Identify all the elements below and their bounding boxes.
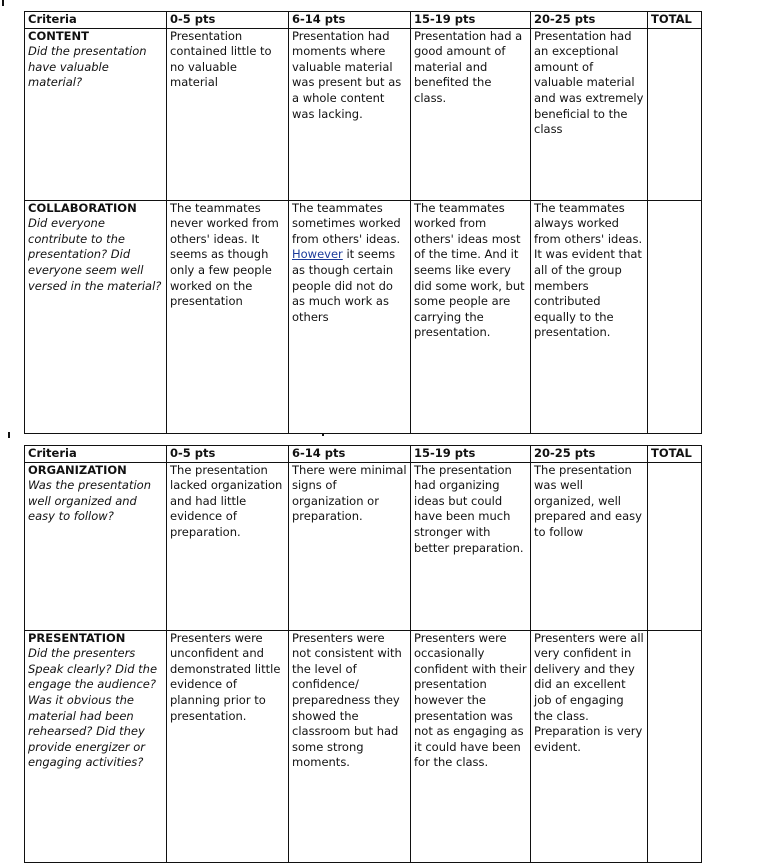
middle-dot — [322, 434, 324, 436]
underlined-word: However — [292, 247, 343, 262]
header-total: TOTAL — [648, 12, 702, 29]
table-row-organization — [25, 462, 702, 630]
score-text: The teammates sometimes worked from others' ideas. — [292, 200, 401, 246]
score-text: it seems as though certain people did not do as much work as others — [292, 247, 396, 324]
score-cell: There were minimal signs of organization or preparation. — [289, 462, 411, 630]
header-total: TOTAL — [648, 446, 702, 463]
score-cell: Presenters were unconfident and demonstrated little evidence of planning prior to presentation. — [167, 630, 289, 862]
rubric-table-1 — [24, 11, 702, 434]
score-cell: Presenters were all very confident in delivery and they did an excellent job of engaging the class. Preparation is very evident. — [531, 630, 648, 862]
score-cell: Presentation contained little to no valuable material — [167, 28, 289, 200]
criteria-name: PRESENTATION — [28, 630, 126, 645]
table-row-content — [25, 28, 702, 200]
criteria-question: Was the presentation well organized and easy to follow? — [28, 478, 152, 524]
header-0-5: 0-5 pts — [167, 446, 289, 463]
score-cell: Presenters were not consistent with the level of confidence/ preparedness they showed the classroom but had some strong moments. — [289, 630, 411, 862]
criteria-name: COLLABORATION — [28, 200, 137, 215]
score-cell: Presentation had moments where valuable material was present but as a whole content was lacking. — [289, 28, 411, 200]
header-criteria: Criteria — [25, 12, 167, 29]
score-cell: The teammates never worked from others' ideas. It seems as though only a few people worked on the presentation — [167, 200, 289, 433]
score-cell: The teammates worked from others' ideas most of the time. And it seems like every did some work, but some people are carrying the presentation. — [411, 200, 531, 433]
score-cell: Presentation had a good amount of material and benefited the class. — [411, 28, 531, 200]
total-cell — [648, 630, 702, 862]
header-row — [25, 12, 702, 29]
criteria-question: Did the presentation have valuable material? — [28, 44, 147, 90]
header-6-14: 6-14 pts — [289, 12, 411, 29]
header-row — [25, 446, 702, 463]
criteria-question: Did everyone contribute to the presentation? Did everyone seem well versed in the material? — [28, 216, 162, 293]
total-cell — [648, 200, 702, 433]
criteria-cell — [25, 630, 167, 862]
header-15-19: 15-19 pts — [411, 12, 531, 29]
criteria-cell — [25, 28, 167, 200]
total-cell — [648, 28, 702, 200]
table-row-presentation — [25, 630, 702, 862]
table-row-collaboration — [25, 200, 702, 433]
score-cell: The presentation lacked organization and had little evidence of preparation. — [167, 462, 289, 630]
header-15-19: 15-19 pts — [411, 446, 531, 463]
rubric-table-2 — [24, 445, 702, 863]
score-cell: The teammates always worked from others' ideas. It was evident that all of the group members contributed equally to the presentation. — [531, 200, 648, 433]
criteria-name: ORGANIZATION — [28, 462, 127, 477]
middle-left-mark — [8, 432, 10, 438]
criteria-cell — [25, 462, 167, 630]
score-cell: Presentation had an exceptional amount of valuable material and was extremely beneficial to the class — [531, 28, 648, 200]
score-cell: The presentation had organizing ideas but could have been much stronger with better preparation. — [411, 462, 531, 630]
score-cell: The presentation was well organized, well prepared and easy to follow — [531, 462, 648, 630]
score-cell: Presenters were occasionally confident with their presentation however the presentation was not as engaging as it could have been for the class. — [411, 630, 531, 862]
criteria-question: Did the presenters Speak clearly? Did the engage the audience? Was it obvious the material had been rehearsed? Did they provide energizer or engaging activities? — [28, 646, 158, 770]
total-cell — [648, 462, 702, 630]
score-cell — [289, 200, 411, 433]
criteria-name: CONTENT — [28, 28, 90, 43]
header-criteria: Criteria — [25, 446, 167, 463]
top-left-mark — [2, 0, 4, 6]
header-20-25: 20-25 pts — [531, 446, 648, 463]
header-20-25: 20-25 pts — [531, 12, 648, 29]
criteria-cell — [25, 200, 167, 433]
header-0-5: 0-5 pts — [167, 12, 289, 29]
header-6-14: 6-14 pts — [289, 446, 411, 463]
